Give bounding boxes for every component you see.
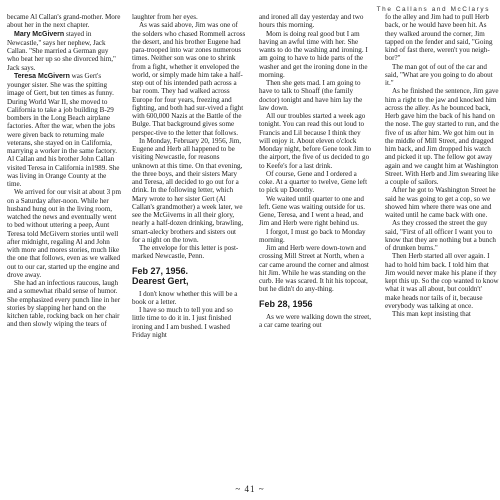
paragraph-text: As he finished the sentence, Jim gave him a right to the jaw and knocked him across the alley. As he bounced back, Herb gave him the back of his hand on the nose. The guy started to run, and the five of us after him. We got him out in the middle of Mill Street, and dragged him back, and Jim dropped his watch and picked it up. The fellow got away again and we caught him at Washington Street. With Herb and Jim swearing like a couple of sailors. bbox=[385, 87, 499, 186]
paragraph-text: and ironed all day yesterday and two hours this morning. bbox=[259, 13, 364, 30]
paragraph bbox=[132, 306, 246, 339]
paragraph-text: fo the alley and Jim had to pull Herb back, or he would have been hit. As they walked around the corner, Jim tapped on the fender and said, "Going kind of fast there, weren't you neigh-bor?" bbox=[385, 13, 493, 63]
paragraph bbox=[132, 137, 246, 244]
paragraph-text: In Monday, February 20, 1956, Jim, Eugene and Herb all happened to be visiting Newcastle, for reasons unknown at this time. On that evening, the three boys, and their sisters Mary and Teresa, all decided to go out for a drink. In the following letter, which Mary wrote to her sister Gert (Al Callan's grandmother) a week later, we see the McGiverns in all their glory, nearly a half-dozen drinking, brawling, smart-alecky brothers and sisters out for a night on the town. bbox=[132, 136, 244, 244]
paragraph-text: As they crossed the street the guy said, "First of all officer I want you to know that they are nothing but a bunch of drunken bums." bbox=[385, 219, 496, 252]
column-2 bbox=[132, 13, 246, 475]
paragraph bbox=[132, 13, 246, 21]
column-4 bbox=[385, 13, 499, 475]
paragraph-text: We arrived for our visit at about 3 pm on a Saturday after-noon. While her husband hung out in the living room, watched the news and eventually went to bed without uttering a peep, Aunt Teresa told McGivern stories until well after midnight, regaling Al and John with more and mores stories, much like the one that follows, even as we walked out to our car, started up the engine and drove away. bbox=[7, 188, 121, 279]
person-name: Mary McGivern bbox=[14, 30, 65, 38]
paragraph-text: As we were walking down the street, a car came tearing out bbox=[259, 312, 371, 329]
letter-date-heading: Feb 28, 1956 bbox=[259, 298, 313, 309]
paragraph-text: I forgot, I must go back to Monday morning. bbox=[259, 227, 366, 244]
paragraph-text: We waited until quarter to one and left. Gene was waiting outside for us. Gene, Teresa, and I went a head, and Jim and Herb were right behind us. bbox=[259, 194, 365, 228]
paragraph bbox=[132, 244, 246, 261]
paragraph bbox=[385, 219, 499, 252]
paragraph-text: She had an infectious raucous, laugh and a somewhat ribald sense of humor. She emphasized every punch line in her stories by slapping her hand on the kitchen table, rocking back on her chair and then slowly wiping the tears of bbox=[7, 279, 121, 329]
paragraph bbox=[385, 310, 499, 318]
paragraph-text: Of course, Gene and I ordered a coke. At a quarter to twelve, Gene left to pick up Dorothy. bbox=[259, 169, 368, 195]
paragraph bbox=[7, 279, 121, 329]
paragraph bbox=[385, 87, 499, 186]
paragraph-text: Jim and Herb were down-town and crossing Mill Street at North, when a car came around the corner and almost hit Jim. While he was standing on the curb. He was scared. It hit his topcoat, but he didn't do any-thing. bbox=[259, 244, 369, 294]
paragraph bbox=[385, 63, 499, 88]
page-number: ~ 41 ~ bbox=[235, 484, 265, 494]
paragraph-text: Then Herb started all over again. I had to hold him back. I told him that Jim would never make his plane if they kept this up. So the cop wanted to know what it was all about, but couldn't' make heads nor tails of it, because everybody was talking at once. bbox=[385, 252, 499, 310]
paragraph-text: Then she gets mad. I am going to have to talk to Shoaff (the family doctor) tonight and have him lay the law down. bbox=[259, 79, 363, 112]
paragraph bbox=[259, 13, 373, 30]
paragraph-text: laughter from her eyes. bbox=[132, 13, 198, 21]
paragraph bbox=[7, 72, 121, 189]
paragraph bbox=[385, 186, 499, 219]
paragraph-text: stayed in Newcastle," says her nephew, Jack Callan. "She married a German guy who beat her up so she divorced him," Jack says. bbox=[7, 29, 116, 72]
paragraph bbox=[259, 79, 373, 112]
paragraph bbox=[132, 21, 246, 137]
paragraph-text: became Al Callan's grand-mother. More about her in the next chapter. bbox=[7, 13, 121, 30]
paragraph bbox=[259, 313, 373, 330]
text-columns bbox=[7, 13, 497, 473]
paragraph bbox=[7, 188, 121, 279]
paragraph bbox=[7, 30, 121, 72]
paragraph bbox=[259, 112, 373, 170]
paragraph-text: The man got of out of the car and said, "What are you going to do about it." bbox=[385, 62, 493, 87]
paragraph-text: I have so much to tell you and so little time to do it in. I just finished ironing and I am bushed. I washed Friday night bbox=[132, 306, 233, 339]
column-1 bbox=[7, 13, 121, 475]
paragraph-text: All our troubles started a week ago tonight. You can read this out loud to Francis and Lil because I think they will enjoy it. About eleven o'clock Monday night, before Gene took Jim to the airport, the five of us decided to go to Keefe's for a last drink. bbox=[259, 112, 372, 170]
paragraph-text: After he got to Washington Street he said he was going to get a cop, so we showed him where there was one and waited until he came back with one. bbox=[385, 186, 496, 219]
paragraph bbox=[132, 290, 246, 307]
paragraph bbox=[259, 30, 373, 80]
paragraph bbox=[259, 195, 373, 228]
paragraph-text: I don't know whether this will be a book or a letter. bbox=[132, 289, 238, 306]
paragraph bbox=[385, 13, 499, 63]
paragraph bbox=[385, 252, 499, 310]
letter-date-heading: Feb 27, 1956. Dearest Gert, bbox=[132, 265, 189, 286]
paragraph-text: This man kept insisting that bbox=[392, 310, 471, 318]
paragraph bbox=[259, 228, 373, 245]
paragraph bbox=[259, 244, 373, 294]
paragraph-text: was Gert's younger sister. She was the spitting image of Gert, but ten times as funny. During World War II, she moved to California to take a job building B-29 bombers in the Long Beach airplane factories. After the war, when the jobs were given back to returning male veterans, she stayed on in California, marrying a worker in the same factory. Al Callan and his brother John Callan visited Teresa in California in1989. She was living in Orange County at the time. bbox=[7, 71, 120, 188]
paragraph-text: The envelope for this letter is post-marked Newcastle, Penn. bbox=[132, 244, 239, 261]
paragraph-text: Mom is doing real good but I am having an awful time with her. She wants to do the washing and ironing. I am going to have to hide parts of the washer and get the ironing done in the morning. bbox=[259, 29, 368, 79]
paragraph bbox=[259, 170, 373, 195]
running-head: The Callans and McClarys bbox=[376, 6, 490, 13]
paragraph bbox=[7, 13, 121, 30]
column-3 bbox=[259, 13, 373, 475]
person-name: Teresa McGivern bbox=[14, 72, 70, 80]
paragraph-text: As was said above, Jim was one of the solders who chased Rommell across the desert, and his brother Eugene had para-trooped into war zones numerous times. Neither son was one to shrink from a fight, whether it enveloped the world, or simply made him take a half-step out of his intended path across a bar room. They had walked across Europe for four years, freezing and fighting, and both had sur-vived a fight with 600,000 Nazis at the Battle of the Bulge. That background gives some perspec-tive to the letter that follows. bbox=[132, 21, 246, 137]
